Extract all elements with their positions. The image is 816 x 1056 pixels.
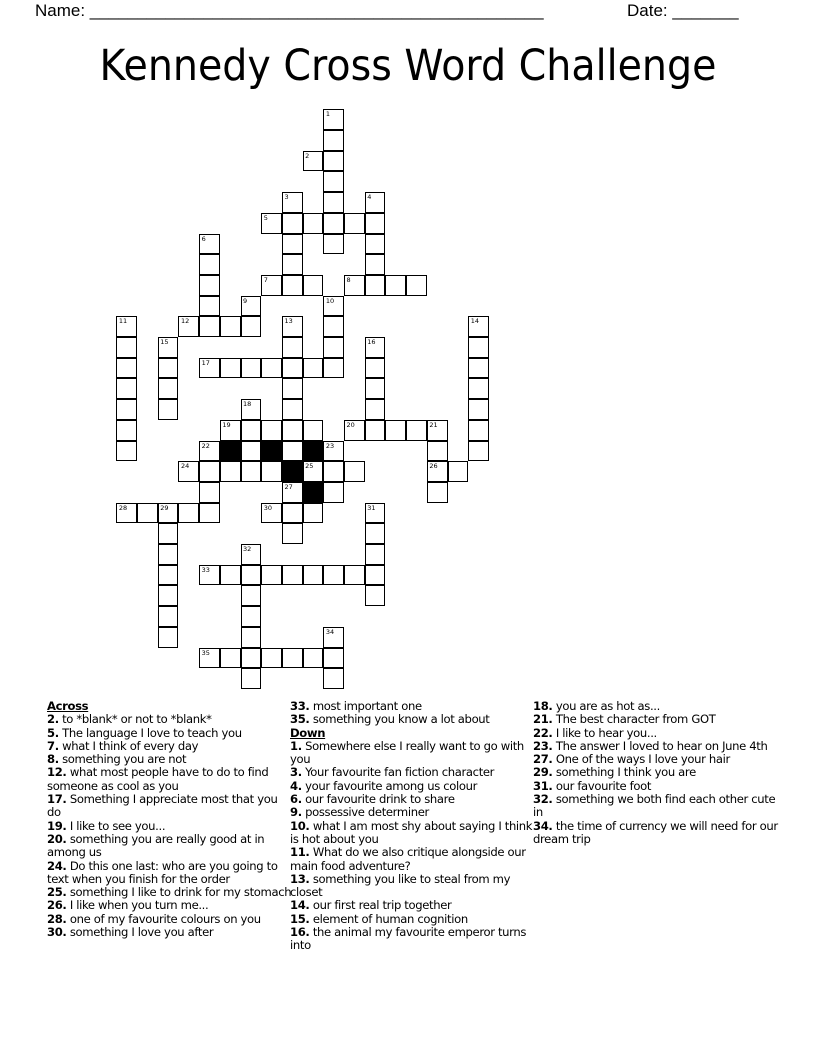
clue-item xyxy=(290,766,535,779)
grid-cell[interactable] xyxy=(178,503,199,524)
grid-cell[interactable] xyxy=(199,441,220,462)
grid-cell[interactable] xyxy=(158,503,179,524)
clue-number-label: 13 xyxy=(284,317,293,326)
clue-item xyxy=(533,713,778,726)
grid-cell[interactable] xyxy=(303,565,324,586)
grid-cell[interactable] xyxy=(323,316,344,337)
grid-cell[interactable] xyxy=(199,275,220,296)
grid-cell[interactable] xyxy=(137,503,158,524)
grid-cell[interactable] xyxy=(241,399,262,420)
clue-item xyxy=(533,753,778,766)
grid-cell[interactable] xyxy=(282,565,303,586)
grid-cell-blocked xyxy=(303,441,324,462)
grid-cell[interactable] xyxy=(199,254,220,275)
clue-number: 25. xyxy=(47,885,67,900)
grid-cell[interactable] xyxy=(158,337,179,358)
grid-cell[interactable] xyxy=(468,316,489,337)
clue-number: 11. xyxy=(290,845,310,860)
clue-text: element of human cognition xyxy=(309,911,468,926)
grid-cell[interactable] xyxy=(323,337,344,358)
grid-cell[interactable] xyxy=(282,648,303,669)
clues-column-2 xyxy=(290,700,535,953)
grid-cell[interactable] xyxy=(282,192,303,213)
page-title: Kennedy Cross Word Challenge xyxy=(99,41,717,91)
grid-cell[interactable] xyxy=(344,275,365,296)
clue-number-label: 10 xyxy=(325,296,335,305)
grid-cell[interactable] xyxy=(220,648,241,669)
grid-cell-blocked xyxy=(282,461,303,482)
clue-number-label: 8 xyxy=(346,275,351,284)
grid-cell[interactable] xyxy=(468,378,489,399)
grid-cell[interactable] xyxy=(365,378,386,399)
clues-column-3 xyxy=(533,700,778,846)
grid-cell[interactable] xyxy=(241,606,262,627)
grid-cell[interactable] xyxy=(199,482,220,503)
grid-cell[interactable] xyxy=(220,316,241,337)
clue-number: 23. xyxy=(533,738,553,753)
clue-number: 16. xyxy=(290,925,310,940)
clue-text: Somewhere else I really want to go with you xyxy=(290,738,524,767)
grid-cell[interactable] xyxy=(344,461,365,482)
grid-cell[interactable] xyxy=(344,213,365,234)
grid-cell[interactable] xyxy=(199,503,220,524)
grid-cell[interactable] xyxy=(241,420,262,441)
clue-item xyxy=(47,727,292,740)
clue-number-label: 27 xyxy=(284,482,293,491)
grid-cell[interactable] xyxy=(365,585,386,606)
grid-cell[interactable] xyxy=(303,213,324,234)
clue-number-label: 16 xyxy=(367,338,376,347)
grid-cell[interactable] xyxy=(158,523,179,544)
grid-cell[interactable] xyxy=(261,503,282,524)
clue-number: 20. xyxy=(47,831,67,846)
grid-cell[interactable] xyxy=(261,358,282,379)
grid-cell[interactable] xyxy=(220,358,241,379)
clue-number: 3. xyxy=(290,765,302,780)
clue-item xyxy=(533,727,778,740)
clue-text: something I love you after xyxy=(66,925,214,940)
grid-cell[interactable] xyxy=(323,234,344,255)
clue-item xyxy=(290,806,535,819)
grid-cell-blocked xyxy=(303,482,324,503)
clue-item xyxy=(47,753,292,766)
clue-text: you are as hot as... xyxy=(552,699,660,713)
grid-cell[interactable] xyxy=(158,399,179,420)
clue-item xyxy=(47,860,292,887)
clue-number: 15. xyxy=(290,911,310,926)
clue-number: 24. xyxy=(47,858,67,873)
clue-item xyxy=(47,713,292,726)
grid-cell[interactable] xyxy=(178,461,199,482)
clue-number: 17. xyxy=(47,792,67,807)
grid-cell[interactable] xyxy=(323,482,344,503)
grid-cell[interactable] xyxy=(158,378,179,399)
clue-item xyxy=(47,833,292,860)
grid-cell[interactable] xyxy=(303,648,324,669)
grid-cell[interactable] xyxy=(344,565,365,586)
grid-cell[interactable] xyxy=(282,234,303,255)
grid-cell[interactable] xyxy=(323,171,344,192)
clue-number: 12. xyxy=(47,765,67,780)
grid-cell[interactable] xyxy=(323,441,344,462)
grid-cell[interactable] xyxy=(365,358,386,379)
grid-cell[interactable] xyxy=(282,254,303,275)
clue-item xyxy=(290,700,535,713)
clue-text: something I think you are xyxy=(552,765,696,780)
clue-number-label: 31 xyxy=(367,503,376,512)
clue-number: 28. xyxy=(47,911,67,926)
grid-cell[interactable] xyxy=(261,275,282,296)
clue-number-label: 6 xyxy=(201,234,206,243)
grid-cell-blocked xyxy=(261,441,282,462)
date-field[interactable]: Date: _______ xyxy=(627,1,739,20)
grid-cell[interactable] xyxy=(365,192,386,213)
clue-text: Something I appreciate most that you do xyxy=(47,792,278,820)
grid-cell[interactable] xyxy=(261,648,282,669)
grid-cell[interactable] xyxy=(199,461,220,482)
grid-cell[interactable] xyxy=(199,234,220,255)
grid-cell[interactable] xyxy=(323,461,344,482)
grid-cell[interactable] xyxy=(468,441,489,462)
clue-number-label: 2 xyxy=(305,151,310,160)
clue-number-label: 15 xyxy=(160,338,169,347)
grid-cell[interactable] xyxy=(261,461,282,482)
grid-cell[interactable] xyxy=(116,503,137,524)
grid-cell[interactable] xyxy=(468,399,489,420)
grid-cell[interactable] xyxy=(427,482,448,503)
clue-text: the animal my favourite emperor turns into xyxy=(290,925,527,953)
clue-item xyxy=(533,820,778,847)
clue-number-label: 17 xyxy=(201,358,210,367)
clue-number: 8. xyxy=(47,752,59,767)
grid-cell[interactable] xyxy=(323,648,344,669)
clue-number: 10. xyxy=(290,818,310,833)
clue-item xyxy=(290,846,535,873)
grid-cell[interactable] xyxy=(241,668,262,689)
grid-cell[interactable] xyxy=(261,213,282,234)
grid-cell[interactable] xyxy=(427,441,448,462)
clue-number-label: 18 xyxy=(243,400,252,409)
grid-cell[interactable] xyxy=(468,358,489,379)
grid-cell[interactable] xyxy=(365,337,386,358)
clue-number: 34. xyxy=(533,818,553,833)
clue-text: what I think of every day xyxy=(58,738,199,753)
grid-cell[interactable] xyxy=(199,296,220,317)
clue-text: our first real trip together xyxy=(309,898,452,913)
clue-text: our favourite foot xyxy=(552,778,652,793)
clue-text: something we both find each other cute in xyxy=(533,792,776,820)
clue-item xyxy=(47,899,292,912)
clue-text: what most people have to do to find someone as cool as you xyxy=(47,765,269,793)
clue-number-label: 24 xyxy=(180,462,190,471)
clue-text: something you know a lot about xyxy=(309,712,490,727)
clue-text: What do we also critique alongside our main food adventure? xyxy=(290,845,526,873)
clue-text: The best character from GOT xyxy=(552,712,716,727)
grid-cell[interactable] xyxy=(323,296,344,317)
clue-text: One of the ways I love your hair xyxy=(552,752,730,767)
clue-number-label: 35 xyxy=(201,648,210,657)
grid-cell[interactable] xyxy=(220,461,241,482)
grid-cell[interactable] xyxy=(282,213,303,234)
clue-number-label: 4 xyxy=(367,193,372,202)
grid-cell[interactable] xyxy=(241,627,262,648)
clue-number-label: 33 xyxy=(201,565,210,574)
clue-number-label: 1 xyxy=(325,110,330,119)
clue-text: something you are really good at in among us xyxy=(47,831,265,860)
grid-cell[interactable] xyxy=(116,399,137,420)
clue-item xyxy=(533,700,778,713)
clue-item xyxy=(290,713,535,726)
clue-number: 6. xyxy=(290,792,302,807)
grid-cell[interactable] xyxy=(303,420,324,441)
clue-number: 27. xyxy=(533,752,553,767)
grid-cell[interactable] xyxy=(241,565,262,586)
clue-number: 5. xyxy=(47,725,59,740)
clue-text: something you like to steal from my closet xyxy=(290,871,511,900)
clue-number: 13. xyxy=(290,871,310,886)
grid-cell[interactable] xyxy=(323,627,344,648)
grid-cell[interactable] xyxy=(406,420,427,441)
clue-text: Do this one last: who are you going to text when you finish for the order xyxy=(47,858,278,886)
grid-cell[interactable] xyxy=(323,668,344,689)
grid-cell[interactable] xyxy=(282,378,303,399)
clue-text: Your favourite fan fiction character xyxy=(301,765,495,780)
clue-item xyxy=(47,820,292,833)
clue-item xyxy=(47,913,292,926)
grid-cell[interactable] xyxy=(282,503,303,524)
grid-cell[interactable] xyxy=(282,316,303,337)
clue-item xyxy=(290,780,535,793)
grid-cell[interactable] xyxy=(241,461,262,482)
grid-cell[interactable] xyxy=(323,565,344,586)
grid-cell[interactable] xyxy=(323,130,344,151)
grid-cell[interactable] xyxy=(365,275,386,296)
clue-number: 32. xyxy=(533,792,553,807)
clue-text: the time of currency we will need for our dream trip xyxy=(533,818,778,846)
clue-number-label: 29 xyxy=(160,503,169,512)
clue-text: I like to hear you... xyxy=(552,725,657,740)
grid-cell[interactable] xyxy=(406,275,427,296)
clue-text: I like when you turn me... xyxy=(66,898,209,913)
grid-cell[interactable] xyxy=(448,461,469,482)
grid-cell[interactable] xyxy=(323,109,344,130)
grid-cell[interactable] xyxy=(158,358,179,379)
clue-text: one of my favourite colours on you xyxy=(66,911,261,926)
clue-number-label: 30 xyxy=(263,503,273,512)
clues-column-1 xyxy=(47,700,292,939)
grid-cell[interactable] xyxy=(116,358,137,379)
name-field[interactable]: Name: ________________________________________________ xyxy=(35,1,544,20)
clue-number-label: 32 xyxy=(243,545,252,554)
grid-cell[interactable] xyxy=(323,151,344,172)
grid-cell[interactable] xyxy=(468,337,489,358)
grid-cell[interactable] xyxy=(282,420,303,441)
clue-item xyxy=(533,740,778,753)
across-heading: Across xyxy=(47,699,89,713)
clue-text: our favourite drink to share xyxy=(301,792,455,807)
clue-number: 30. xyxy=(47,925,67,940)
grid-cell[interactable] xyxy=(199,565,220,586)
grid-cell[interactable] xyxy=(116,316,137,337)
grid-cell[interactable] xyxy=(282,482,303,503)
grid-cell[interactable] xyxy=(282,441,303,462)
clue-number: 14. xyxy=(290,898,310,913)
clue-text: possessive determiner xyxy=(301,805,429,820)
clue-number: 29. xyxy=(533,765,553,780)
clue-number-label: 7 xyxy=(263,275,268,284)
clue-item xyxy=(290,740,535,767)
clue-number: 9. xyxy=(290,805,302,820)
clue-number: 31. xyxy=(533,778,553,793)
grid-cell[interactable] xyxy=(116,378,137,399)
grid-cell[interactable] xyxy=(158,606,179,627)
clue-item xyxy=(290,820,535,847)
clue-item xyxy=(533,780,778,793)
clue-number: 1. xyxy=(290,738,302,753)
clue-item xyxy=(290,793,535,806)
grid-cell[interactable] xyxy=(303,275,324,296)
grid-cell[interactable] xyxy=(261,420,282,441)
grid-cell[interactable] xyxy=(365,544,386,565)
grid-cell[interactable] xyxy=(303,358,324,379)
clue-number: 4. xyxy=(290,778,302,793)
clue-item xyxy=(47,886,292,899)
grid-cell[interactable] xyxy=(158,565,179,586)
grid-cell[interactable] xyxy=(178,316,199,337)
clue-number-label: 25 xyxy=(305,462,314,471)
clue-text: something you are not xyxy=(58,752,187,767)
clue-item xyxy=(47,793,292,820)
clue-text: The language I love to teach you xyxy=(58,725,242,740)
down-heading: Down xyxy=(290,725,326,740)
grid-cell[interactable] xyxy=(241,358,262,379)
grid-cell[interactable] xyxy=(282,358,303,379)
grid-cell[interactable] xyxy=(241,296,262,317)
clue-number-label: 14 xyxy=(470,317,480,326)
grid-cell[interactable] xyxy=(241,316,262,337)
grid-cell[interactable] xyxy=(365,565,386,586)
grid-cell[interactable] xyxy=(282,523,303,544)
grid-cell[interactable] xyxy=(282,275,303,296)
clue-number: 33. xyxy=(290,699,310,713)
grid-cell[interactable] xyxy=(199,316,220,337)
clue-number-label: 21 xyxy=(429,420,438,429)
clue-item xyxy=(290,899,535,912)
clue-number: 7. xyxy=(47,738,59,753)
grid-cell[interactable] xyxy=(158,627,179,648)
clue-item xyxy=(290,913,535,926)
clue-text: your favourite among us colour xyxy=(301,778,478,793)
grid-cell[interactable] xyxy=(303,151,324,172)
grid-cell[interactable] xyxy=(241,441,262,462)
grid-cell[interactable] xyxy=(365,420,386,441)
clue-item xyxy=(533,766,778,779)
grid-cell[interactable] xyxy=(427,420,448,441)
grid-cell[interactable] xyxy=(116,337,137,358)
clue-number-label: 19 xyxy=(222,420,231,429)
grid-cell[interactable] xyxy=(323,213,344,234)
clue-text: what I am most shy about saying I think is hot about you xyxy=(290,818,533,846)
grid-cell[interactable] xyxy=(365,213,386,234)
grid-cell[interactable] xyxy=(116,420,137,441)
grid-cell[interactable] xyxy=(427,461,448,482)
grid-cell[interactable] xyxy=(158,544,179,565)
grid-cell[interactable] xyxy=(220,420,241,441)
clue-number-label: 20 xyxy=(346,420,355,429)
grid-cell[interactable] xyxy=(365,503,386,524)
clue-number: 35. xyxy=(290,712,310,727)
clue-number: 22. xyxy=(533,725,553,740)
grid-cell[interactable] xyxy=(323,358,344,379)
grid-cell[interactable] xyxy=(365,399,386,420)
grid-cell[interactable] xyxy=(303,503,324,524)
clue-number-label: 11 xyxy=(118,317,128,326)
clue-item xyxy=(290,926,535,953)
clue-text: The answer I loved to hear on June 4th xyxy=(552,738,768,753)
clue-text: I like to see you... xyxy=(66,818,166,833)
grid-cell[interactable] xyxy=(365,254,386,275)
clue-number: 21. xyxy=(533,712,553,727)
grid-cell[interactable] xyxy=(220,565,241,586)
grid-cell[interactable] xyxy=(261,565,282,586)
grid-cell[interactable] xyxy=(468,420,489,441)
clue-number-label: 5 xyxy=(263,213,268,222)
clue-text: something I like to drink for my stomach xyxy=(66,885,292,900)
grid-cell[interactable] xyxy=(241,648,262,669)
grid-cell-blocked xyxy=(220,441,241,462)
clue-number: 19. xyxy=(47,818,67,833)
grid-cell[interactable] xyxy=(199,358,220,379)
clue-item xyxy=(47,926,292,939)
grid-cell[interactable] xyxy=(241,585,262,606)
clue-number-label: 34 xyxy=(325,627,335,636)
grid-cell[interactable] xyxy=(282,337,303,358)
grid-cell[interactable] xyxy=(344,420,365,441)
grid-cell[interactable] xyxy=(241,544,262,565)
clue-number: 18. xyxy=(533,699,553,713)
clue-item xyxy=(290,873,535,900)
clue-item xyxy=(47,766,292,793)
grid-cell[interactable] xyxy=(385,275,406,296)
clue-number-label: 22 xyxy=(201,441,210,450)
grid-cell[interactable] xyxy=(385,420,406,441)
grid-cell[interactable] xyxy=(199,648,220,669)
grid-cell[interactable] xyxy=(365,523,386,544)
grid-cell[interactable] xyxy=(158,585,179,606)
clue-item xyxy=(47,740,292,753)
grid-cell[interactable] xyxy=(323,192,344,213)
clue-number-label: 28 xyxy=(118,503,128,512)
grid-cell[interactable] xyxy=(116,441,137,462)
grid-cell[interactable] xyxy=(303,461,324,482)
grid-cell[interactable] xyxy=(282,399,303,420)
clue-item xyxy=(533,793,778,820)
clue-number-label: 3 xyxy=(284,193,289,202)
clue-number-label: 9 xyxy=(243,296,248,305)
clue-number: 2. xyxy=(47,712,59,727)
clue-number-label: 12 xyxy=(180,317,190,326)
clue-number: 26. xyxy=(47,898,67,913)
clue-number-label: 26 xyxy=(429,462,438,471)
clue-text: most important one xyxy=(309,699,422,713)
grid-cell[interactable] xyxy=(365,234,386,255)
clue-number-label: 23 xyxy=(325,441,335,450)
clue-text: to *blank* or not to *blank* xyxy=(58,712,212,727)
